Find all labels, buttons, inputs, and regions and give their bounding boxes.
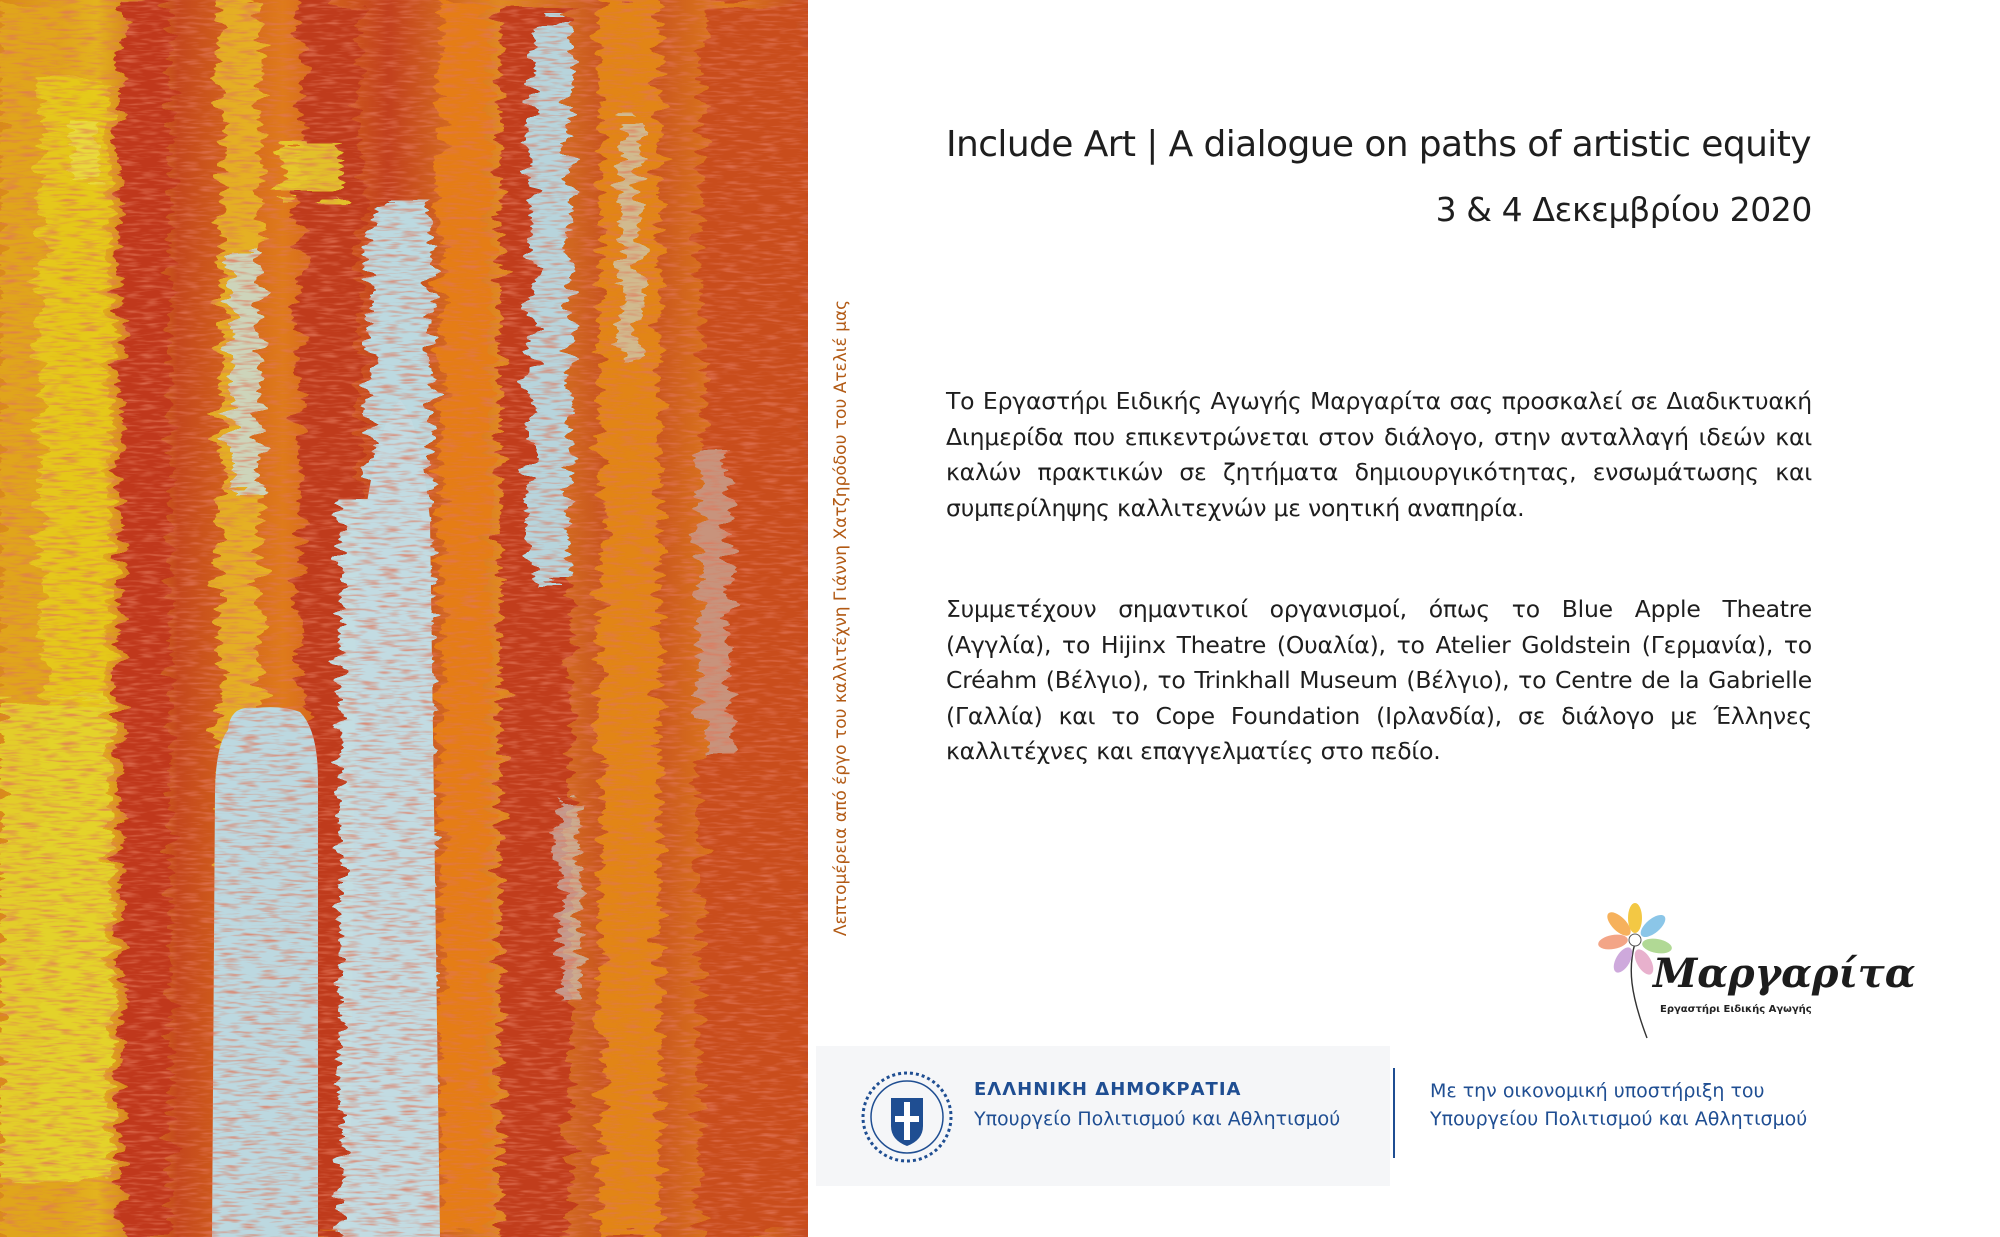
intro-paragraph: Το Εργαστήρι Ειδικής Αγωγής Μαργαρίτα σας προσκαλεί σε Διαδικτυακή Διημερίδα που επικεντρώνεται στον διάλογο, στην ανταλλαγή ιδεών και καλών πρακτικών σε ζητήματα δημιουργικότητας, ενσωμάτωσης και συμπερίληψης καλλιτεχνών με νοητική αναπηρία.	[946, 387, 1812, 522]
support-note	[1430, 1077, 1807, 1133]
participants-paragraph: Συμμετέχουν σημαντικοί οργανισμοί, όπως το Blue Apple Theatre (Αγγλία), το Hijinx Theatre (Ουαλία), το Atelier Goldstein (Γερμανία), το Créahm (Βέλγιο), το Trinkhall Museum (Βέλγιο), το Centre de la Gabrielle (Γαλλία) και το Cope Foundation (Ιρλανδία), σε διάλογο με Έλληνες καλλιτέχνες και επαγγελματίες στο πεδίο.	[946, 595, 1812, 765]
abstract-painting	[0, 0, 808, 1237]
logo-subtitle: Εργαστήρι Ειδικής Αγωγής	[1660, 1004, 1812, 1015]
event-title: Include Art | A dialogue on paths of artistic equity	[946, 124, 1811, 165]
margarita-logo	[1592, 898, 1916, 1048]
painting-image	[0, 0, 808, 1237]
ministry-name: Υπουργείο Πολιτισμού και Αθλητισμού	[974, 1108, 1341, 1130]
logo-name: Μαργαρίτα	[1653, 950, 1916, 997]
footer-divider	[1393, 1068, 1395, 1158]
republic-label: ΕΛΛΗΝΙΚΗ ΔΗΜΟΚΡΑΤΙΑ	[974, 1079, 1242, 1100]
artwork-credit	[823, 258, 859, 978]
support-line-2: Υπουργείου Πολιτισμού και Αθλητισμού	[1430, 1108, 1808, 1130]
support-line-1: Με την οικονομική υποστήριξη του	[1430, 1080, 1765, 1102]
event-date: 3 & 4 Δεκεμβρίου 2020	[1435, 190, 1812, 229]
greek-emblem-icon	[858, 1068, 956, 1166]
artwork-credit-text: Λεπτομέρεια από έργο του καλλιτέχνη Γιάννη Χατζηρόδου του Ατελιέ μας	[831, 299, 851, 937]
